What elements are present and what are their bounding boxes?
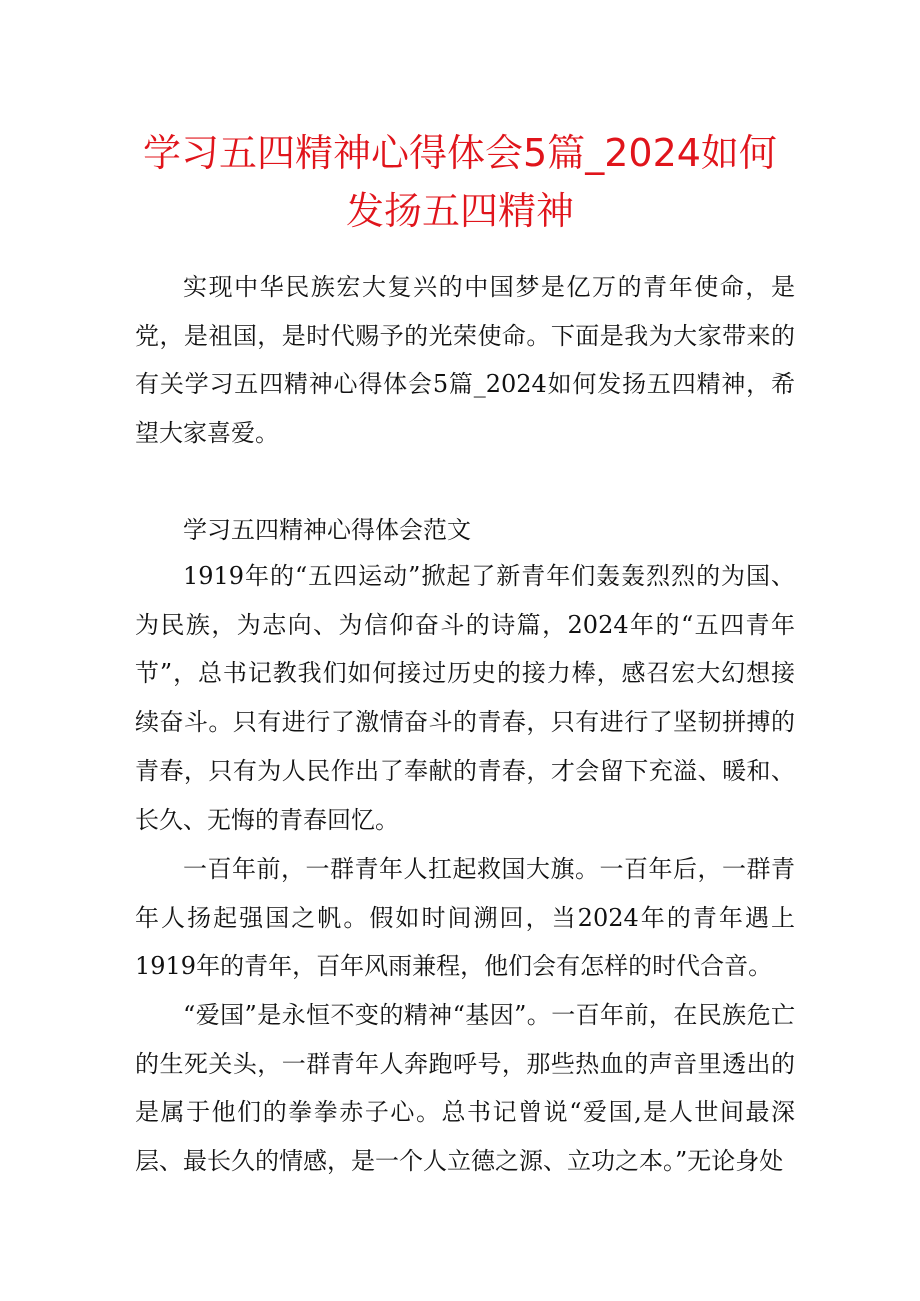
section-subheading: 学习五四精神心得体会范文 — [183, 516, 471, 544]
intro-paragraph: 实现中华民族宏大复兴的中国梦是亿万的青年使命，是党，是祖国，是时代赐予的光荣使命。下面是我为大家带来的有关学习五四精神心得体会5篇_2024如何发扬五四精神，希望大家喜爱。 — [135, 273, 795, 448]
body-paragraph-2: 一百年前，一群青年人扛起救国大旗。一百年后，一群青年人扬起强国之帆。假如时间溯回，当2024年的青年遇上1919年的青年，百年风雨兼程，他们会有怎样的时代合音。 — [135, 855, 795, 981]
document-title — [120, 124, 800, 240]
body-paragraph-3: “爱国”是永恒不变的精神“基因”。一百年前，在民族危亡的生死关头，一群青年人奔跑呼号，那些热血的声音里透出的是属于他们的拳拳赤子心。总书记曾说“爱国,是人世间最深层、最长久的情感，是一个人立德之源、立功之本。”无论身处 — [135, 1001, 795, 1176]
title-line-2: 发扬五四精神 — [345, 189, 574, 233]
title-line-1: 学习五四精神心得体会5篇_2024如何 — [143, 131, 777, 175]
body-paragraph-1: 1919年的“五四运动”掀起了新青年们轰轰烈烈的为国、为民族，为志向、为信仰奋斗的诗篇，2024年的“五四青年节”，总书记教我们如何接过历史的接力棒，感召宏大幻想接续奋斗。只有进行了激情奋斗的青春，只有进行了坚韧拼搏的青春，只有为人民作出了奉献的青春，才会留下充溢、暖和、长久、无悔的青春回忆。 — [135, 562, 795, 834]
